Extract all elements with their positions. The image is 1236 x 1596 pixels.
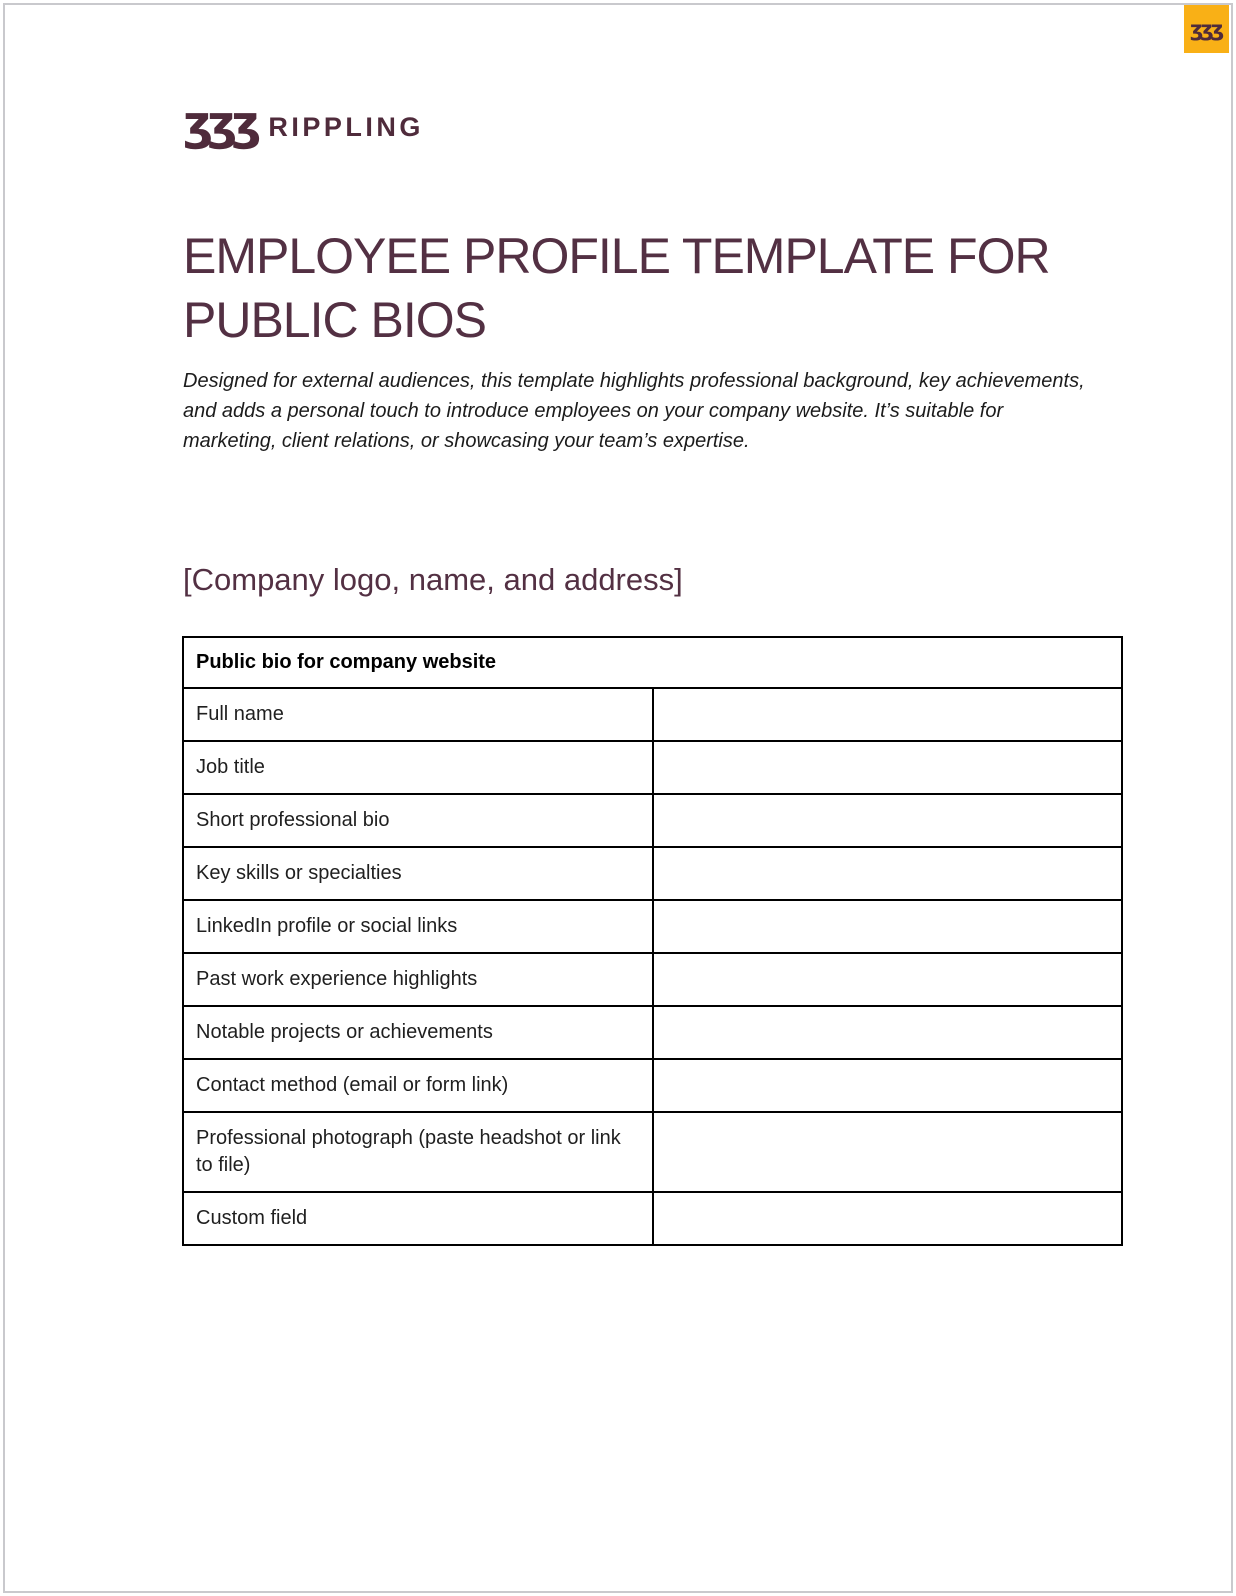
row-value-cell[interactable] bbox=[653, 688, 1123, 741]
section-heading-company-info: [Company logo, name, and address] bbox=[183, 562, 683, 597]
row-label: Professional photograph (paste headshot or link to file) bbox=[183, 1112, 653, 1192]
rippling-corner-badge bbox=[1184, 5, 1229, 53]
row-label: Contact method (email or form link) bbox=[183, 1059, 653, 1112]
row-value-cell[interactable] bbox=[653, 1059, 1123, 1112]
row-label: Full name bbox=[183, 688, 653, 741]
row-label: Custom field bbox=[183, 1192, 653, 1245]
table-row-contact-method bbox=[183, 1059, 1122, 1112]
table-row-past-work bbox=[183, 953, 1122, 1006]
table-row-short-bio bbox=[183, 794, 1122, 847]
row-value-cell[interactable] bbox=[653, 1192, 1123, 1245]
row-value-cell[interactable] bbox=[653, 741, 1123, 794]
rippling-logo bbox=[183, 95, 424, 151]
rippling-mark-icon: ʒʒʒ bbox=[183, 95, 256, 151]
row-label: LinkedIn profile or social links bbox=[183, 900, 653, 953]
row-label: Key skills or specialties bbox=[183, 847, 653, 900]
table-row-custom-field bbox=[183, 1192, 1122, 1245]
row-value-cell[interactable] bbox=[653, 794, 1123, 847]
table-row-job-title bbox=[183, 741, 1122, 794]
rippling-wordmark: RIPPLING bbox=[268, 111, 424, 142]
row-label: Notable projects or achievements bbox=[183, 1006, 653, 1059]
page-title: EMPLOYEE PROFILE TEMPLATE FOR PUBLIC BIOS bbox=[183, 228, 1050, 348]
row-label: Past work experience highlights bbox=[183, 953, 653, 1006]
row-label: Job title bbox=[183, 741, 653, 794]
row-value-cell[interactable] bbox=[653, 847, 1123, 900]
row-value-cell[interactable] bbox=[653, 1112, 1123, 1192]
row-value-cell[interactable] bbox=[653, 900, 1123, 953]
table-row-full-name bbox=[183, 688, 1122, 741]
row-label: Short professional bio bbox=[183, 794, 653, 847]
table-header: Public bio for company website bbox=[183, 637, 1122, 688]
row-value-cell[interactable] bbox=[653, 953, 1123, 1006]
table-row-notable-projects bbox=[183, 1006, 1122, 1059]
table-row-photograph bbox=[183, 1112, 1122, 1192]
table-row-key-skills bbox=[183, 847, 1122, 900]
public-bio-table bbox=[182, 636, 1123, 1246]
row-value-cell[interactable] bbox=[653, 1006, 1123, 1059]
table-header-row bbox=[183, 637, 1122, 688]
table-row-linkedin bbox=[183, 900, 1122, 953]
document-description: Designed for external audiences, this template highlights professional background, key achievements, and adds a personal touch to introduce employees on your company website. It’s suitable for marketing, client relations, or showcasing your team’s expertise. bbox=[183, 370, 1085, 452]
rippling-mark-icon: ʒʒʒ bbox=[1189, 17, 1222, 41]
